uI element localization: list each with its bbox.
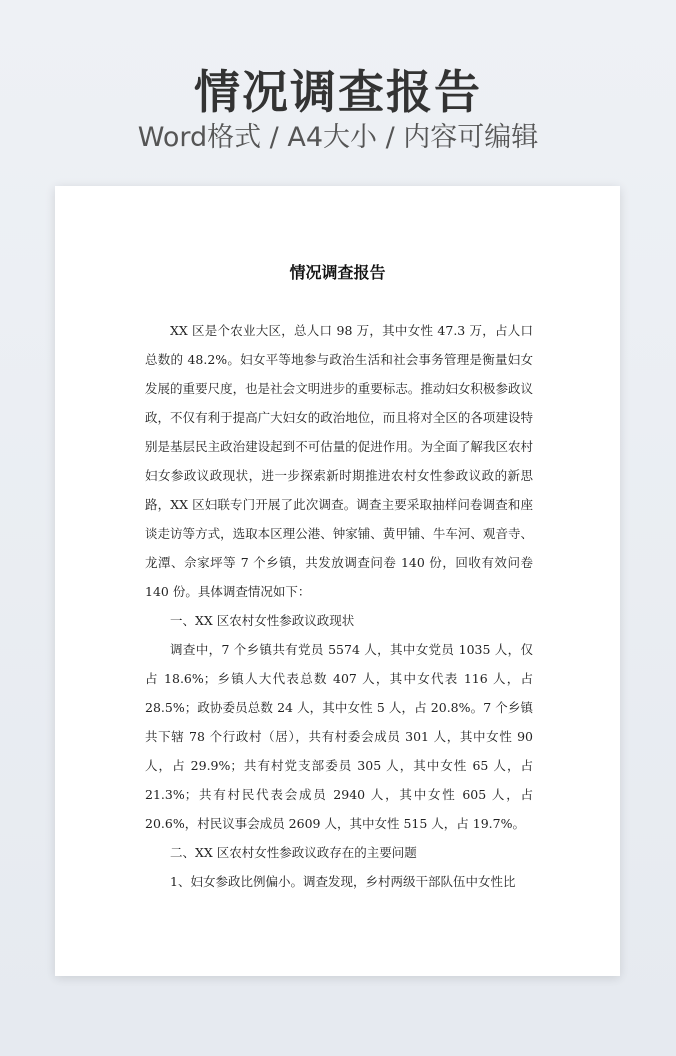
banner-title: 情况调查报告 [194,65,482,119]
paragraph-intro: XX 区是个农业大区，总人口 98 万，其中女性 47.3 万，占人口总数的 48.2%。妇女平等地参与政治生活和社会事务管理是衡量妇女发展的重要尺度，也是社会文明进步的重要标志。推动妇女积极参政议政，不仅有利于提高广大妇女的政治地位，而且将对全区的各项建设特别是基层民主政治建设起到不可估量的促进作用。为全面了解我区农村妇女参政议政现状，进一步探索新时期推进农村女性参政议政的新思路，XX 区妇联专门开展了此次调查。调查主要采取抽样问卷调查和座谈走访等方式，选取本区理公港、钟家铺、黄甲铺、牛车河、观音寺、龙潭、佘家坪等 7 个乡镇，共发放调查问卷 140 份，回收有效问卷 140 份。具体调查情况如下： [145,323,533,599]
document-body [145,316,533,896]
paragraph-problem-1: 1、妇女参政比例偏小。调查发现，乡村两级干部队伍中女性比 [170,874,516,889]
section-heading-2: 二、XX 区农村女性参政议政存在的主要问题 [170,845,417,860]
banner-subtitle: Word格式 / A4大小 / 内容可编辑 [137,122,539,153]
section-heading-1: 一、XX 区农村女性参政议政现状 [170,613,355,628]
document-title: 情况调查报告 [289,263,386,282]
document-page [55,186,620,976]
paragraph-statistics: 调查中，7 个乡镇共有党员 5574 人，其中女党员 1035 人，仅占 18.6%；乡镇人大代表总数 407 人，其中女代表 116 人，占 28.5%；政协委员总数 24 人，其中女性 5 人，占 20.8%。7 个乡镇共下辖 78 个行政村（居），共有村委会成员 301 人，其中女性 90 人，占 29.9%；共有村党支部委员 305 人，其中女性 65 人，占 21.3%；共有村民代表会成员 2940 人，其中女性 605 人，占 20.6%，村民议事会成员 2609 人，其中女性 515 人，占 19.7%。 [145,642,533,831]
